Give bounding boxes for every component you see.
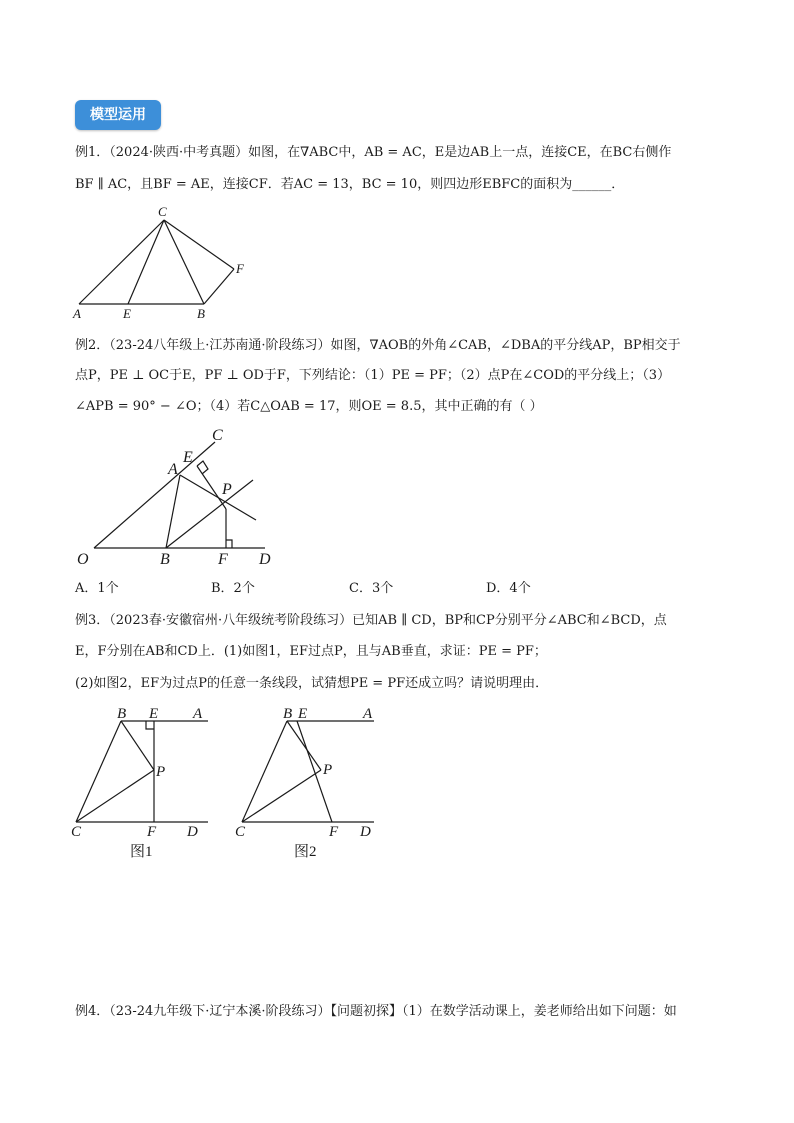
ex4-line-1: 例4．（23-24九年级下·辽宁本溪·阶段练习）【问题初探】（1）在数学活动课上，姜老师给出如下问题：如 (75, 1004, 677, 1019)
ex3-fig1-label-e: E (149, 706, 159, 722)
ex3-fig1-label-b: B (117, 706, 127, 722)
ex2-option-c: C．3个 (349, 581, 394, 596)
ex2-label-c: C (212, 427, 223, 444)
ex2-label-e: E (183, 449, 193, 466)
ex1-line-2: BF ∥ AC，且BF = AE，连接CF．若AC = 13，BC = 10，则四边形EBFC的面积为______． (75, 177, 625, 192)
ex3-fig1-label-a: A (193, 706, 203, 722)
ex1-segment-bf (204, 269, 234, 304)
ex2-figure (70, 420, 290, 572)
ex1-figure (70, 200, 260, 325)
ex2-line-1: 例2．（23-24八年级上·江苏南通·阶段练习）如图，∇AOB的外角∠CAB，∠DBA的平分线AP，BP相交于 (75, 338, 681, 353)
ex2-segment-ab (166, 475, 180, 548)
ex3-fig2-label-e: E (298, 706, 308, 722)
ex3-fig2-label-c: C (235, 824, 246, 840)
ex3-fig2-label-f: F (329, 824, 339, 840)
ex1-label-c: C (158, 204, 167, 219)
ex3-fig2-label-d: D (360, 824, 371, 840)
ex3-fig2-label-p: P (323, 762, 333, 778)
ex3-line-3: (2)如图2，EF为过点P的任意一条线段，试猜想PE = PF还成立吗？请说明理由． (75, 676, 549, 691)
ex3-fig2-bisector-bp (287, 721, 321, 770)
ex2-right-angle-f (226, 540, 232, 548)
ex1-line-1: 例1．（2024·陕西·中考真题）如图，在∇ABC中，AB = AC，E是边AB上一点，连接CE，在BC右侧作 (75, 145, 672, 160)
ex2-label-d: D (259, 551, 271, 568)
ex3-fig1-label-f: F (147, 824, 157, 840)
section-badge: 模型运用 (75, 100, 161, 130)
ex3-fig1-label-d: D (187, 824, 198, 840)
ex2-option-a: A．1个 (75, 581, 119, 596)
ex1-segment-cb (164, 220, 204, 304)
ex3-line-1: 例3．（2023春·安徽宿州·八年级统考阶段练习）已知AB ∥ CD，BP和CP分别平分∠ABC和∠BCD，点 (75, 613, 667, 628)
ex2-label-o: O (77, 551, 89, 568)
ex2-label-f: F (218, 551, 228, 568)
ex2-label-a: A (168, 461, 178, 478)
ex2-option-b: B．2个 (211, 581, 255, 596)
ex2-label-p: P (222, 481, 232, 498)
ex2-label-b: B (160, 551, 170, 568)
ex1-label-b: B (197, 306, 205, 321)
ex2-line-3: ∠APB = 90° − ∠O；（4）若C△OAB = 17，则OE = 8.5，其中正确的有（ ） (75, 399, 543, 414)
ex3-fig2-label-b: B (283, 706, 293, 722)
ex3-figure-2 (232, 700, 382, 862)
ex1-label-a: A (73, 306, 81, 321)
ex3-fig1-label-p: P (156, 764, 166, 780)
ex2-line-2: 点P，PE ⊥ OC于E，PF ⊥ OD于F，下列结论：（1）PE = PF；（2）点P在∠COD的平分线上；（3） (75, 368, 671, 383)
ex3-fig2-label-a: A (363, 706, 373, 722)
ex3-line-2: E，F分别在AB和CD上．(1)如图1，EF过点P，且与AB垂直，求证：PE = PF； (75, 644, 547, 659)
ex3-fig1-label-c: C (71, 824, 82, 840)
ex1-segment-ce (128, 220, 164, 304)
ex1-label-f: F (236, 261, 244, 276)
ex2-ray-oc (94, 442, 215, 548)
ex1-segment-ac (79, 220, 164, 304)
ex2-option-d: D．4个 (486, 581, 531, 596)
ex2-bisector-bp (166, 480, 253, 548)
ex3-fig1-bisector-bp (121, 721, 154, 770)
ex1-segment-cf (164, 220, 234, 269)
ex3-figure-1 (68, 700, 218, 862)
ex3-fig1-caption: 图1 (130, 844, 153, 860)
ex3-fig2-caption: 图2 (294, 844, 317, 860)
ex1-label-e: E (123, 306, 131, 321)
ex3-fig1-right-angle (146, 721, 154, 729)
